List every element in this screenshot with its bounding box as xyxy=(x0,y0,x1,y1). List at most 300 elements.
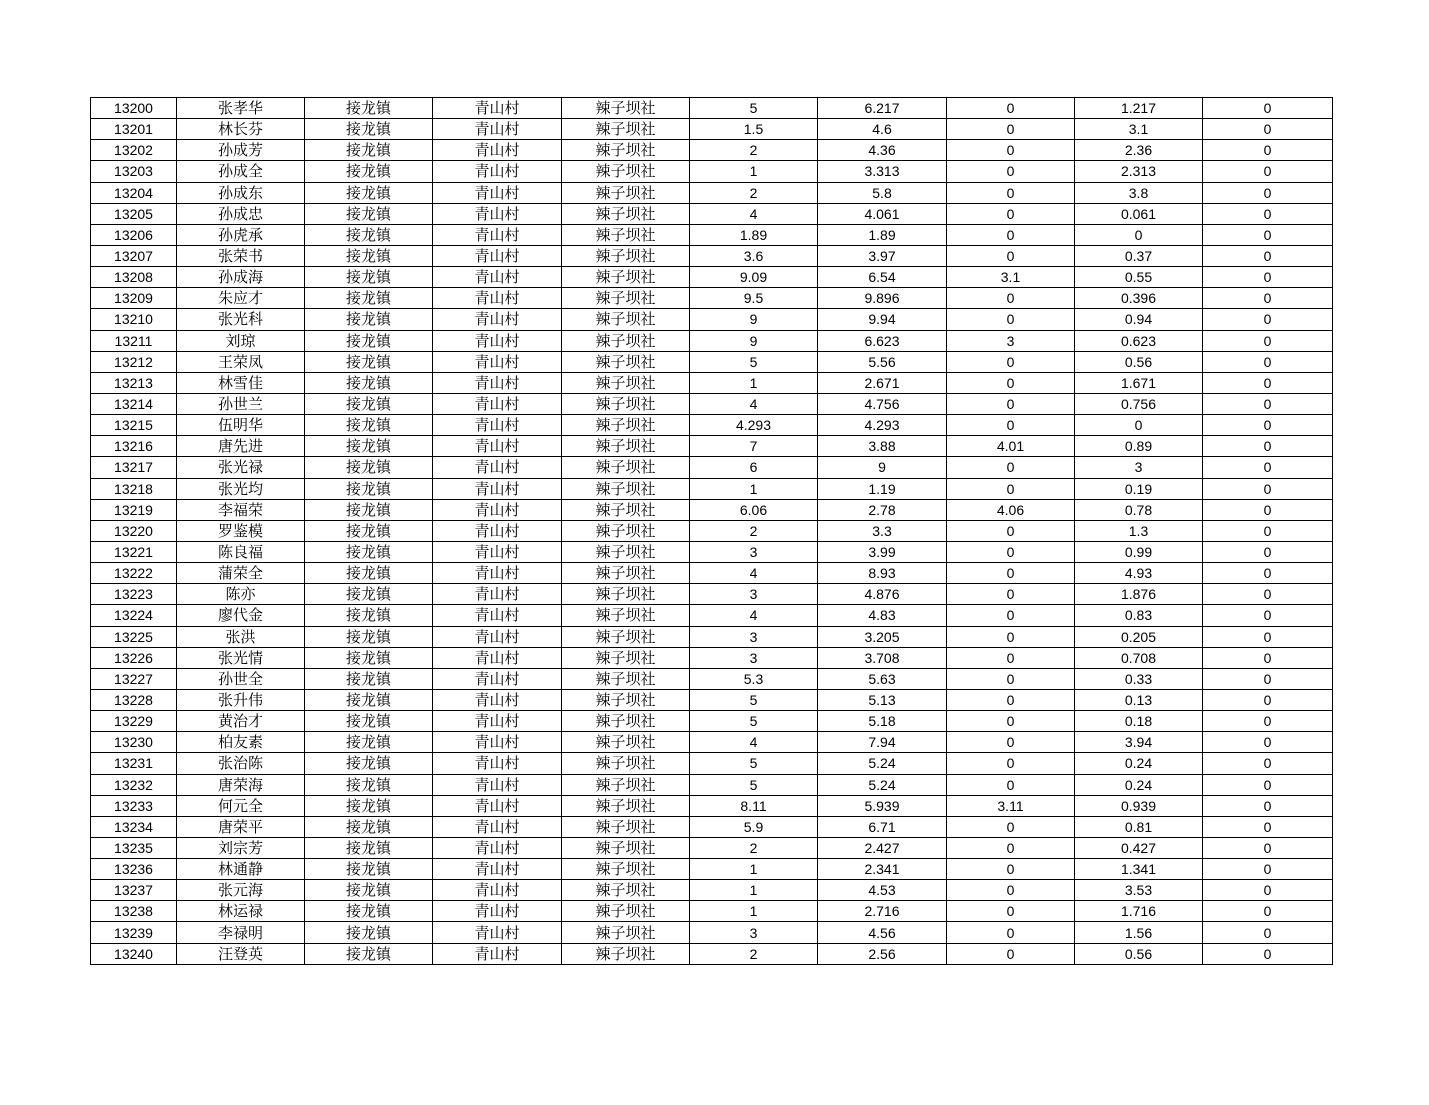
cell-col-6: 1.5 xyxy=(690,119,818,140)
cell-col-8: 0 xyxy=(947,689,1075,710)
cell-col-8: 0 xyxy=(947,245,1075,266)
cell-town: 接龙镇 xyxy=(305,584,433,605)
cell-col-9: 1.671 xyxy=(1075,372,1203,393)
cell-id: 13230 xyxy=(91,732,177,753)
cell-col-8: 0 xyxy=(947,584,1075,605)
cell-town: 接龙镇 xyxy=(305,351,433,372)
cell-col-9: 3.94 xyxy=(1075,732,1203,753)
cell-name: 林通静 xyxy=(177,859,305,880)
cell-id: 13228 xyxy=(91,689,177,710)
cell-name: 罗鉴模 xyxy=(177,520,305,541)
cell-col-7: 3.3 xyxy=(818,520,947,541)
cell-id: 13204 xyxy=(91,182,177,203)
cell-id: 13227 xyxy=(91,668,177,689)
cell-group: 辣子坝社 xyxy=(562,351,690,372)
cell-col-7: 7.94 xyxy=(818,732,947,753)
cell-col-6: 4.293 xyxy=(690,415,818,436)
cell-group: 辣子坝社 xyxy=(562,901,690,922)
cell-name: 汪登英 xyxy=(177,943,305,964)
cell-col-6: 4 xyxy=(690,732,818,753)
cell-village: 青山村 xyxy=(433,795,562,816)
cell-col-10: 0 xyxy=(1203,203,1333,224)
table-row xyxy=(91,351,1333,372)
cell-group: 辣子坝社 xyxy=(562,330,690,351)
cell-town: 接龙镇 xyxy=(305,393,433,414)
table-row xyxy=(91,330,1333,351)
cell-name: 张升伟 xyxy=(177,689,305,710)
cell-id: 13200 xyxy=(91,98,177,119)
cell-town: 接龙镇 xyxy=(305,943,433,964)
table-row xyxy=(91,647,1333,668)
data-table xyxy=(90,97,1333,965)
cell-col-7: 4.756 xyxy=(818,393,947,414)
cell-id: 13209 xyxy=(91,288,177,309)
cell-col-8: 0 xyxy=(947,140,1075,161)
cell-col-8: 0 xyxy=(947,520,1075,541)
cell-village: 青山村 xyxy=(433,245,562,266)
cell-village: 青山村 xyxy=(433,309,562,330)
cell-col-9: 0.061 xyxy=(1075,203,1203,224)
cell-col-6: 9 xyxy=(690,309,818,330)
cell-group: 辣子坝社 xyxy=(562,436,690,457)
cell-col-8: 3.1 xyxy=(947,267,1075,288)
cell-col-9: 4.93 xyxy=(1075,563,1203,584)
cell-town: 接龙镇 xyxy=(305,626,433,647)
cell-town: 接龙镇 xyxy=(305,901,433,922)
cell-col-10: 0 xyxy=(1203,119,1333,140)
table-row xyxy=(91,753,1333,774)
cell-group: 辣子坝社 xyxy=(562,393,690,414)
cell-group: 辣子坝社 xyxy=(562,499,690,520)
cell-col-8: 0 xyxy=(947,98,1075,119)
cell-col-10: 0 xyxy=(1203,309,1333,330)
table-row xyxy=(91,668,1333,689)
table-row xyxy=(91,816,1333,837)
cell-col-10: 0 xyxy=(1203,901,1333,922)
cell-col-6: 4 xyxy=(690,563,818,584)
cell-col-8: 0 xyxy=(947,457,1075,478)
cell-village: 青山村 xyxy=(433,224,562,245)
cell-town: 接龙镇 xyxy=(305,288,433,309)
cell-name: 蒲荣全 xyxy=(177,563,305,584)
cell-group: 辣子坝社 xyxy=(562,795,690,816)
cell-col-7: 3.99 xyxy=(818,541,947,562)
cell-id: 13218 xyxy=(91,478,177,499)
cell-col-9: 0.939 xyxy=(1075,795,1203,816)
cell-name: 何元全 xyxy=(177,795,305,816)
cell-col-10: 0 xyxy=(1203,753,1333,774)
table-row xyxy=(91,795,1333,816)
cell-col-8: 0 xyxy=(947,901,1075,922)
table-row xyxy=(91,288,1333,309)
cell-id: 13235 xyxy=(91,837,177,858)
cell-col-9: 0.78 xyxy=(1075,499,1203,520)
cell-name: 刘琼 xyxy=(177,330,305,351)
cell-name: 林雪佳 xyxy=(177,372,305,393)
cell-col-8: 0 xyxy=(947,668,1075,689)
cell-town: 接龙镇 xyxy=(305,161,433,182)
cell-village: 青山村 xyxy=(433,880,562,901)
cell-col-7: 4.061 xyxy=(818,203,947,224)
cell-id: 13201 xyxy=(91,119,177,140)
cell-col-8: 0 xyxy=(947,203,1075,224)
cell-name: 孙世兰 xyxy=(177,393,305,414)
cell-name: 黄治才 xyxy=(177,711,305,732)
cell-name: 张光情 xyxy=(177,647,305,668)
cell-col-9: 0.205 xyxy=(1075,626,1203,647)
cell-id: 13229 xyxy=(91,711,177,732)
cell-col-10: 0 xyxy=(1203,626,1333,647)
cell-group: 辣子坝社 xyxy=(562,922,690,943)
cell-col-9: 3.53 xyxy=(1075,880,1203,901)
cell-col-6: 1 xyxy=(690,372,818,393)
cell-col-7: 9.94 xyxy=(818,309,947,330)
table-row xyxy=(91,436,1333,457)
cell-col-6: 9.5 xyxy=(690,288,818,309)
cell-group: 辣子坝社 xyxy=(562,161,690,182)
cell-group: 辣子坝社 xyxy=(562,837,690,858)
cell-group: 辣子坝社 xyxy=(562,415,690,436)
cell-town: 接龙镇 xyxy=(305,372,433,393)
cell-col-7: 4.56 xyxy=(818,922,947,943)
cell-village: 青山村 xyxy=(433,774,562,795)
table-row xyxy=(91,161,1333,182)
cell-village: 青山村 xyxy=(433,372,562,393)
cell-town: 接龙镇 xyxy=(305,859,433,880)
cell-col-6: 1 xyxy=(690,901,818,922)
cell-col-8: 0 xyxy=(947,753,1075,774)
cell-id: 13202 xyxy=(91,140,177,161)
cell-name: 孙成全 xyxy=(177,161,305,182)
table-row xyxy=(91,457,1333,478)
cell-name: 王荣凤 xyxy=(177,351,305,372)
cell-village: 青山村 xyxy=(433,605,562,626)
cell-col-6: 1 xyxy=(690,859,818,880)
cell-col-9: 3 xyxy=(1075,457,1203,478)
cell-col-7: 1.89 xyxy=(818,224,947,245)
cell-village: 青山村 xyxy=(433,584,562,605)
cell-group: 辣子坝社 xyxy=(562,753,690,774)
cell-village: 青山村 xyxy=(433,732,562,753)
cell-group: 辣子坝社 xyxy=(562,224,690,245)
cell-col-10: 0 xyxy=(1203,457,1333,478)
cell-col-8: 0 xyxy=(947,922,1075,943)
cell-col-10: 0 xyxy=(1203,689,1333,710)
cell-id: 13219 xyxy=(91,499,177,520)
cell-group: 辣子坝社 xyxy=(562,541,690,562)
cell-col-8: 0 xyxy=(947,859,1075,880)
cell-group: 辣子坝社 xyxy=(562,478,690,499)
cell-id: 13224 xyxy=(91,605,177,626)
cell-col-9: 0.24 xyxy=(1075,753,1203,774)
cell-id: 13216 xyxy=(91,436,177,457)
cell-id: 13238 xyxy=(91,901,177,922)
cell-col-7: 2.341 xyxy=(818,859,947,880)
cell-col-7: 3.88 xyxy=(818,436,947,457)
table-row xyxy=(91,245,1333,266)
cell-group: 辣子坝社 xyxy=(562,647,690,668)
cell-col-7: 4.293 xyxy=(818,415,947,436)
cell-town: 接龙镇 xyxy=(305,224,433,245)
cell-col-6: 4 xyxy=(690,605,818,626)
cell-col-8: 0 xyxy=(947,563,1075,584)
cell-id: 13231 xyxy=(91,753,177,774)
cell-name: 张光均 xyxy=(177,478,305,499)
cell-village: 青山村 xyxy=(433,563,562,584)
cell-group: 辣子坝社 xyxy=(562,732,690,753)
cell-col-7: 5.18 xyxy=(818,711,947,732)
cell-town: 接龙镇 xyxy=(305,837,433,858)
cell-col-6: 6 xyxy=(690,457,818,478)
cell-id: 13213 xyxy=(91,372,177,393)
cell-town: 接龙镇 xyxy=(305,267,433,288)
table-row xyxy=(91,880,1333,901)
cell-col-9: 0.99 xyxy=(1075,541,1203,562)
cell-group: 辣子坝社 xyxy=(562,584,690,605)
cell-town: 接龙镇 xyxy=(305,119,433,140)
table-row xyxy=(91,520,1333,541)
cell-id: 13225 xyxy=(91,626,177,647)
cell-town: 接龙镇 xyxy=(305,330,433,351)
cell-col-10: 0 xyxy=(1203,943,1333,964)
cell-id: 13222 xyxy=(91,563,177,584)
cell-col-7: 3.708 xyxy=(818,647,947,668)
cell-name: 唐先进 xyxy=(177,436,305,457)
table-row xyxy=(91,309,1333,330)
cell-col-10: 0 xyxy=(1203,224,1333,245)
cell-village: 青山村 xyxy=(433,499,562,520)
cell-id: 13233 xyxy=(91,795,177,816)
cell-col-6: 9 xyxy=(690,330,818,351)
cell-village: 青山村 xyxy=(433,901,562,922)
cell-name: 孙成芳 xyxy=(177,140,305,161)
cell-col-9: 1.217 xyxy=(1075,98,1203,119)
cell-town: 接龙镇 xyxy=(305,753,433,774)
cell-col-7: 3.97 xyxy=(818,245,947,266)
cell-col-9: 0.18 xyxy=(1075,711,1203,732)
cell-id: 13214 xyxy=(91,393,177,414)
cell-col-8: 0 xyxy=(947,647,1075,668)
cell-group: 辣子坝社 xyxy=(562,182,690,203)
cell-col-7: 2.78 xyxy=(818,499,947,520)
cell-town: 接龙镇 xyxy=(305,668,433,689)
cell-town: 接龙镇 xyxy=(305,499,433,520)
cell-village: 青山村 xyxy=(433,816,562,837)
table-row xyxy=(91,689,1333,710)
cell-town: 接龙镇 xyxy=(305,563,433,584)
table-row xyxy=(91,605,1333,626)
cell-town: 接龙镇 xyxy=(305,478,433,499)
cell-col-8: 0 xyxy=(947,626,1075,647)
cell-col-10: 0 xyxy=(1203,774,1333,795)
cell-town: 接龙镇 xyxy=(305,647,433,668)
table-row xyxy=(91,98,1333,119)
table-row xyxy=(91,837,1333,858)
cell-town: 接龙镇 xyxy=(305,436,433,457)
cell-id: 13210 xyxy=(91,309,177,330)
cell-id: 13232 xyxy=(91,774,177,795)
cell-col-7: 2.716 xyxy=(818,901,947,922)
cell-col-8: 0 xyxy=(947,161,1075,182)
cell-group: 辣子坝社 xyxy=(562,372,690,393)
cell-col-10: 0 xyxy=(1203,584,1333,605)
cell-col-6: 3 xyxy=(690,647,818,668)
cell-col-9: 3.1 xyxy=(1075,119,1203,140)
cell-id: 13206 xyxy=(91,224,177,245)
cell-group: 辣子坝社 xyxy=(562,711,690,732)
cell-name: 陈亦 xyxy=(177,584,305,605)
cell-group: 辣子坝社 xyxy=(562,288,690,309)
cell-town: 接龙镇 xyxy=(305,520,433,541)
cell-village: 青山村 xyxy=(433,859,562,880)
cell-col-10: 0 xyxy=(1203,478,1333,499)
cell-col-9: 0.427 xyxy=(1075,837,1203,858)
table-row xyxy=(91,140,1333,161)
cell-village: 青山村 xyxy=(433,119,562,140)
cell-village: 青山村 xyxy=(433,288,562,309)
cell-village: 青山村 xyxy=(433,922,562,943)
cell-name: 林运禄 xyxy=(177,901,305,922)
cell-id: 13226 xyxy=(91,647,177,668)
cell-col-8: 0 xyxy=(947,393,1075,414)
cell-village: 青山村 xyxy=(433,415,562,436)
cell-village: 青山村 xyxy=(433,140,562,161)
table-row xyxy=(91,922,1333,943)
cell-col-8: 0 xyxy=(947,182,1075,203)
cell-group: 辣子坝社 xyxy=(562,203,690,224)
cell-town: 接龙镇 xyxy=(305,711,433,732)
cell-town: 接龙镇 xyxy=(305,880,433,901)
cell-col-9: 1.341 xyxy=(1075,859,1203,880)
cell-col-8: 0 xyxy=(947,943,1075,964)
cell-col-8: 0 xyxy=(947,774,1075,795)
cell-col-10: 0 xyxy=(1203,837,1333,858)
cell-col-6: 1.89 xyxy=(690,224,818,245)
cell-col-7: 1.19 xyxy=(818,478,947,499)
cell-col-9: 0.94 xyxy=(1075,309,1203,330)
cell-village: 青山村 xyxy=(433,689,562,710)
cell-id: 13203 xyxy=(91,161,177,182)
cell-col-10: 0 xyxy=(1203,668,1333,689)
cell-col-7: 4.876 xyxy=(818,584,947,605)
cell-col-6: 2 xyxy=(690,520,818,541)
cell-col-7: 5.56 xyxy=(818,351,947,372)
cell-village: 青山村 xyxy=(433,711,562,732)
cell-col-8: 0 xyxy=(947,837,1075,858)
cell-col-9: 0.37 xyxy=(1075,245,1203,266)
cell-col-8: 0 xyxy=(947,478,1075,499)
cell-col-8: 0 xyxy=(947,816,1075,837)
cell-village: 青山村 xyxy=(433,626,562,647)
cell-town: 接龙镇 xyxy=(305,203,433,224)
cell-col-6: 8.11 xyxy=(690,795,818,816)
cell-col-8: 0 xyxy=(947,288,1075,309)
cell-village: 青山村 xyxy=(433,457,562,478)
cell-col-8: 0 xyxy=(947,541,1075,562)
cell-name: 李禄明 xyxy=(177,922,305,943)
cell-col-10: 0 xyxy=(1203,351,1333,372)
cell-col-7: 4.83 xyxy=(818,605,947,626)
cell-id: 13205 xyxy=(91,203,177,224)
cell-group: 辣子坝社 xyxy=(562,140,690,161)
cell-town: 接龙镇 xyxy=(305,774,433,795)
cell-col-7: 6.71 xyxy=(818,816,947,837)
cell-col-6: 5.9 xyxy=(690,816,818,837)
cell-village: 青山村 xyxy=(433,943,562,964)
table-row xyxy=(91,119,1333,140)
cell-col-7: 3.205 xyxy=(818,626,947,647)
cell-col-9: 1.56 xyxy=(1075,922,1203,943)
cell-id: 13211 xyxy=(91,330,177,351)
cell-col-6: 2 xyxy=(690,837,818,858)
table-row xyxy=(91,203,1333,224)
cell-group: 辣子坝社 xyxy=(562,859,690,880)
cell-col-6: 3 xyxy=(690,541,818,562)
cell-col-10: 0 xyxy=(1203,161,1333,182)
table-row xyxy=(91,901,1333,922)
cell-village: 青山村 xyxy=(433,520,562,541)
cell-name: 林长芬 xyxy=(177,119,305,140)
cell-town: 接龙镇 xyxy=(305,605,433,626)
table-row xyxy=(91,499,1333,520)
cell-town: 接龙镇 xyxy=(305,922,433,943)
cell-col-7: 2.671 xyxy=(818,372,947,393)
cell-col-7: 5.24 xyxy=(818,774,947,795)
cell-group: 辣子坝社 xyxy=(562,774,690,795)
cell-col-9: 2.313 xyxy=(1075,161,1203,182)
cell-group: 辣子坝社 xyxy=(562,563,690,584)
table-row xyxy=(91,626,1333,647)
cell-col-9: 0.396 xyxy=(1075,288,1203,309)
table-row xyxy=(91,732,1333,753)
cell-col-9: 0.33 xyxy=(1075,668,1203,689)
cell-name: 张洪 xyxy=(177,626,305,647)
cell-town: 接龙镇 xyxy=(305,816,433,837)
cell-group: 辣子坝社 xyxy=(562,98,690,119)
cell-town: 接龙镇 xyxy=(305,98,433,119)
table-row xyxy=(91,182,1333,203)
cell-col-8: 4.06 xyxy=(947,499,1075,520)
cell-col-8: 0 xyxy=(947,415,1075,436)
cell-col-9: 0.89 xyxy=(1075,436,1203,457)
cell-col-10: 0 xyxy=(1203,795,1333,816)
cell-col-10: 0 xyxy=(1203,880,1333,901)
cell-group: 辣子坝社 xyxy=(562,626,690,647)
cell-group: 辣子坝社 xyxy=(562,309,690,330)
cell-col-8: 0 xyxy=(947,351,1075,372)
cell-col-9: 0.708 xyxy=(1075,647,1203,668)
cell-col-9: 0.56 xyxy=(1075,943,1203,964)
cell-town: 接龙镇 xyxy=(305,732,433,753)
cell-name: 张光禄 xyxy=(177,457,305,478)
cell-name: 朱应才 xyxy=(177,288,305,309)
cell-col-9: 1.3 xyxy=(1075,520,1203,541)
cell-col-6: 5 xyxy=(690,711,818,732)
cell-col-9: 1.716 xyxy=(1075,901,1203,922)
cell-town: 接龙镇 xyxy=(305,140,433,161)
cell-col-7: 6.217 xyxy=(818,98,947,119)
cell-name: 柏友素 xyxy=(177,732,305,753)
cell-col-8: 0 xyxy=(947,880,1075,901)
cell-col-9: 2.36 xyxy=(1075,140,1203,161)
cell-group: 辣子坝社 xyxy=(562,943,690,964)
cell-name: 伍明华 xyxy=(177,415,305,436)
cell-name: 张光科 xyxy=(177,309,305,330)
cell-col-8: 0 xyxy=(947,224,1075,245)
cell-town: 接龙镇 xyxy=(305,245,433,266)
cell-col-6: 5 xyxy=(690,753,818,774)
cell-name: 唐荣海 xyxy=(177,774,305,795)
